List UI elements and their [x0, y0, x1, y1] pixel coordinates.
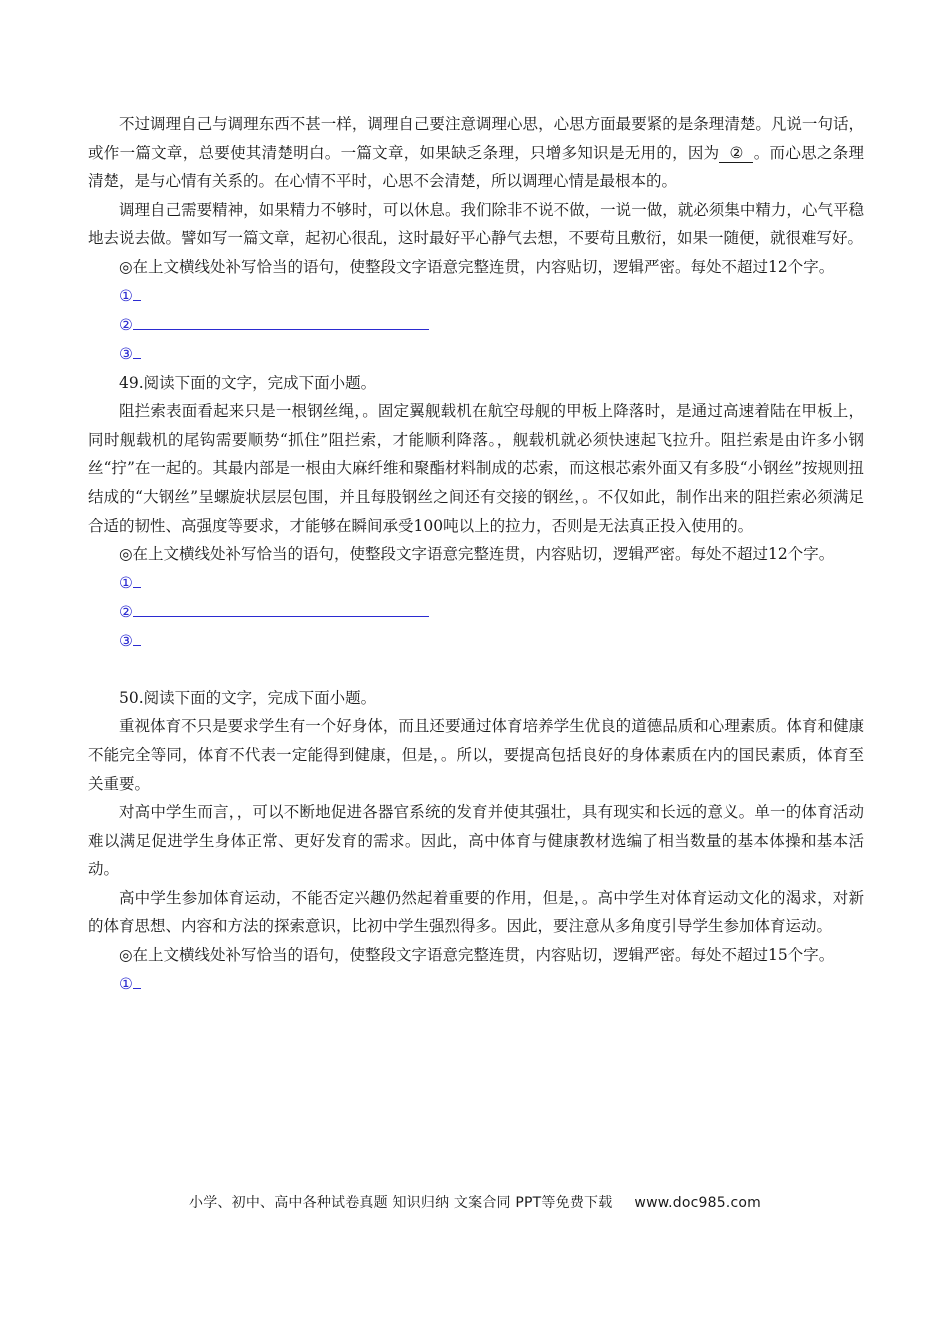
footer-url[interactable]: www.doc985.com: [634, 1195, 761, 1211]
instruction-48: ◎在上文横线处补写恰当的语句，使整段文字语意完整连贯，内容贴切，逻辑严密。每处不超过12个字。: [119, 257, 835, 276]
passage-50-paragraph-1: 重视体育不只是要求学生有一个好身体，而且还要通过体育培养学生优良的道德品质和心理素质。体育和健康不能完全等同，体育不代表一定能得到健康，但是，。所以，要提高包括良好的身体素质在内的国民素质，体育至关重要。: [88, 717, 864, 793]
passage-text: 不过调理自己与调理东西不甚一样，调理自己要注意调理心思，心思方面最要紧的是条理清楚。凡说一句话，或作一篇文章，总要使其清楚明白。一篇文章，如果缺乏条理，只增多知识是无用的，因为: [88, 115, 864, 162]
answer-lines-50: [88, 970, 864, 999]
answer-line-3[interactable]: ③: [119, 627, 864, 656]
section-gap: [88, 656, 864, 684]
answer-line-1[interactable]: ①: [119, 569, 864, 598]
answer-lines-48: [88, 282, 864, 369]
answer-lines-49: [88, 569, 864, 656]
instruction-49: ◎在上文横线处补写恰当的语句，使整段文字语意完整连贯，内容贴切，逻辑严密。每处不超过12个字。: [119, 545, 835, 564]
instruction-50: ◎在上文横线处补写恰当的语句，使整段文字语意完整连贯，内容贴切，逻辑严密。每处不超过15个字。: [119, 946, 835, 965]
page-footer: [0, 1192, 950, 1212]
passage-49-paragraph-1: 阻拦索表面看起来只是一根钢丝绳，。固定翼舰载机在航空母舰的甲板上降落时，是通过高速着陆在甲板上，同时舰载机的尾钩需要顺势“抓住”阻拦索，才能顺利降落。，舰载机就必须快速起飞拉升。阻拦索是由许多小钢丝“拧”在一起的。其最内部是一根由大麻纤维和聚酯材料制成的芯索，而这根芯索外面又有多股“小钢丝”按规则扭结成的“大钢丝”呈螺旋状层层包围，并且每股钢丝之间还有交接的钢丝，。不仅如此，制作出来的阻拦索必须满足合适的韧性、高强度等要求，才能够在瞬间承受100吨以上的拉力，否则是无法真正投入使用的。: [88, 402, 864, 535]
answer-line-1[interactable]: ①: [119, 282, 864, 311]
passage-48-paragraph-1: [88, 110, 864, 196]
passage-50-paragraph-2: 对高中学生而言，，可以不断地促进各器官系统的发育并使其强壮，具有现实和长远的意义。单一的体育活动难以满足促进学生身体正常、更好发育的需求。因此，高中体育与健康教材选编了相当数量的基本体操和基本活动。: [88, 803, 864, 879]
document-body: [88, 110, 864, 999]
fill-blank: ②: [719, 144, 753, 163]
passage-text: 。而心思之条理清楚，是与心情有关系的。在心情不平时，心思不会清楚，所以调理心情是最根本的。: [88, 143, 864, 191]
footer-text: 小学、初中、高中各种试卷真题 知识归纳 文案合同 PPT等免费下载: [189, 1195, 613, 1211]
answer-line-2[interactable]: ②: [119, 311, 864, 340]
answer-line-1[interactable]: ①: [119, 970, 864, 999]
answer-line-2[interactable]: ②: [119, 598, 864, 627]
answer-line-3[interactable]: ③: [119, 340, 864, 369]
question-49-heading: 49.阅读下面的文字，完成下面小题。: [119, 373, 377, 392]
passage-50-paragraph-3: 高中学生参加体育运动，不能否定兴趣仍然起着重要的作用，但是，。高中学生对体育运动文化的渴求，对新的体育思想、内容和方法的探索意识，比初中学生强烈得多。因此，要注意从多角度引导学生参加体育运动。: [88, 888, 864, 936]
passage-48-paragraph-2: 调理自己需要精神，如果精力不够时，可以休息。我们除非不说不做，一说一做，就必须集中精力，心气平稳地去说去做。譬如写一篇文章，起初心很乱，这时最好平心静气去想，不要苟且敷衍，如果一随便，就很难写好。: [88, 200, 864, 248]
question-50-heading: 50.阅读下面的文字，完成下面小题。: [119, 688, 377, 707]
